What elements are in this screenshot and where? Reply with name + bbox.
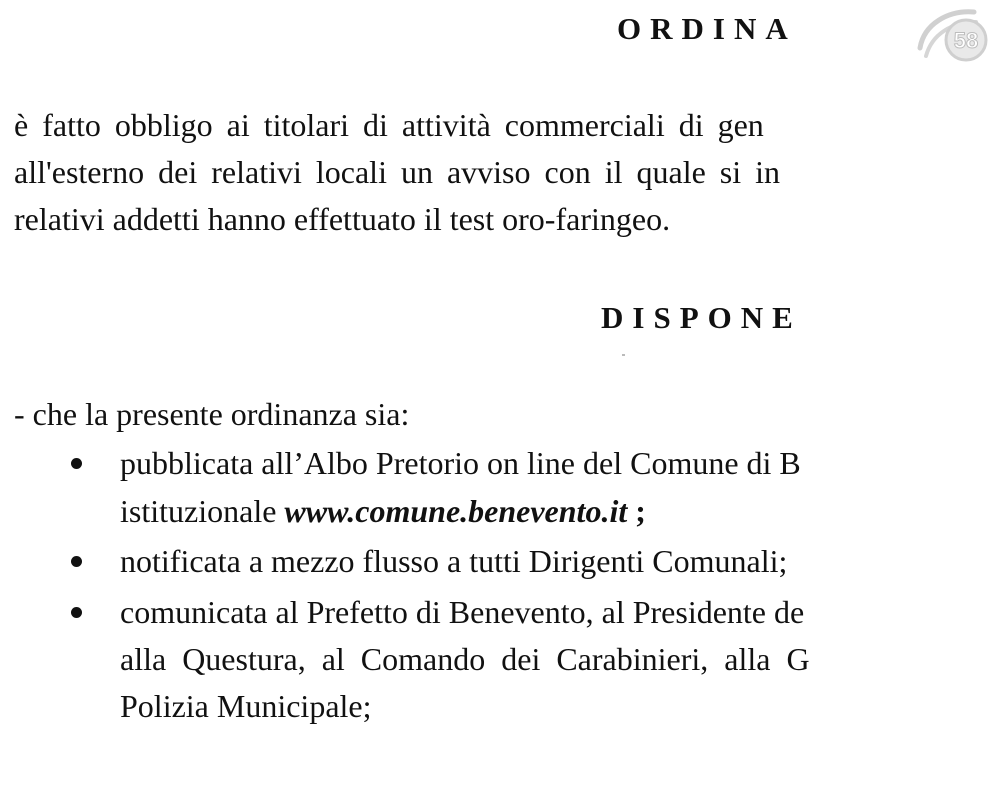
bullet-3-line-2: alla Questura, al Comando dei Carabinieri, alla G [120, 641, 810, 677]
bullet-1-suffix: ; [627, 493, 646, 529]
paragraph-line-3: relativi addetti hanno effettuato il test oro-faringeo. [14, 201, 671, 237]
scan-speck [622, 354, 625, 356]
bullet-1-prefix: istituzionale [120, 493, 285, 529]
bullet-1-line-2 [120, 495, 646, 527]
bullet-marker-1 [71, 458, 82, 469]
bullet-3-line-1: comunicata al Prefetto di Benevento, al Presidente de [120, 594, 805, 630]
paragraph-line-2: all'esterno dei relativi locali un avviso con il quale si in [14, 154, 781, 190]
logo-number: 58 [953, 28, 979, 53]
bullet-marker-3 [71, 607, 82, 618]
bullet-1-line-1: pubblicata all’Albo Pretorio on line del Comune di B [120, 445, 801, 481]
intro-line: - che la presente ordinanza sia: [14, 396, 410, 432]
heading-ordina: ORDINA [617, 11, 797, 46]
bullet-3-line-3: Polizia Municipale; [120, 688, 372, 724]
heading-dispone: DISPONE [601, 300, 802, 335]
paragraph-line-1: è fatto obbligo ai titolari di attività commerciali di gen [14, 107, 764, 143]
channel-58-logo-icon [914, 4, 996, 66]
bullet-2-line-1: notificata a mezzo flusso a tutti Dirigenti Comunali; [120, 543, 788, 579]
comune-website-link[interactable]: www.comune.benevento.it [284, 493, 628, 529]
bullet-marker-2 [71, 556, 82, 567]
